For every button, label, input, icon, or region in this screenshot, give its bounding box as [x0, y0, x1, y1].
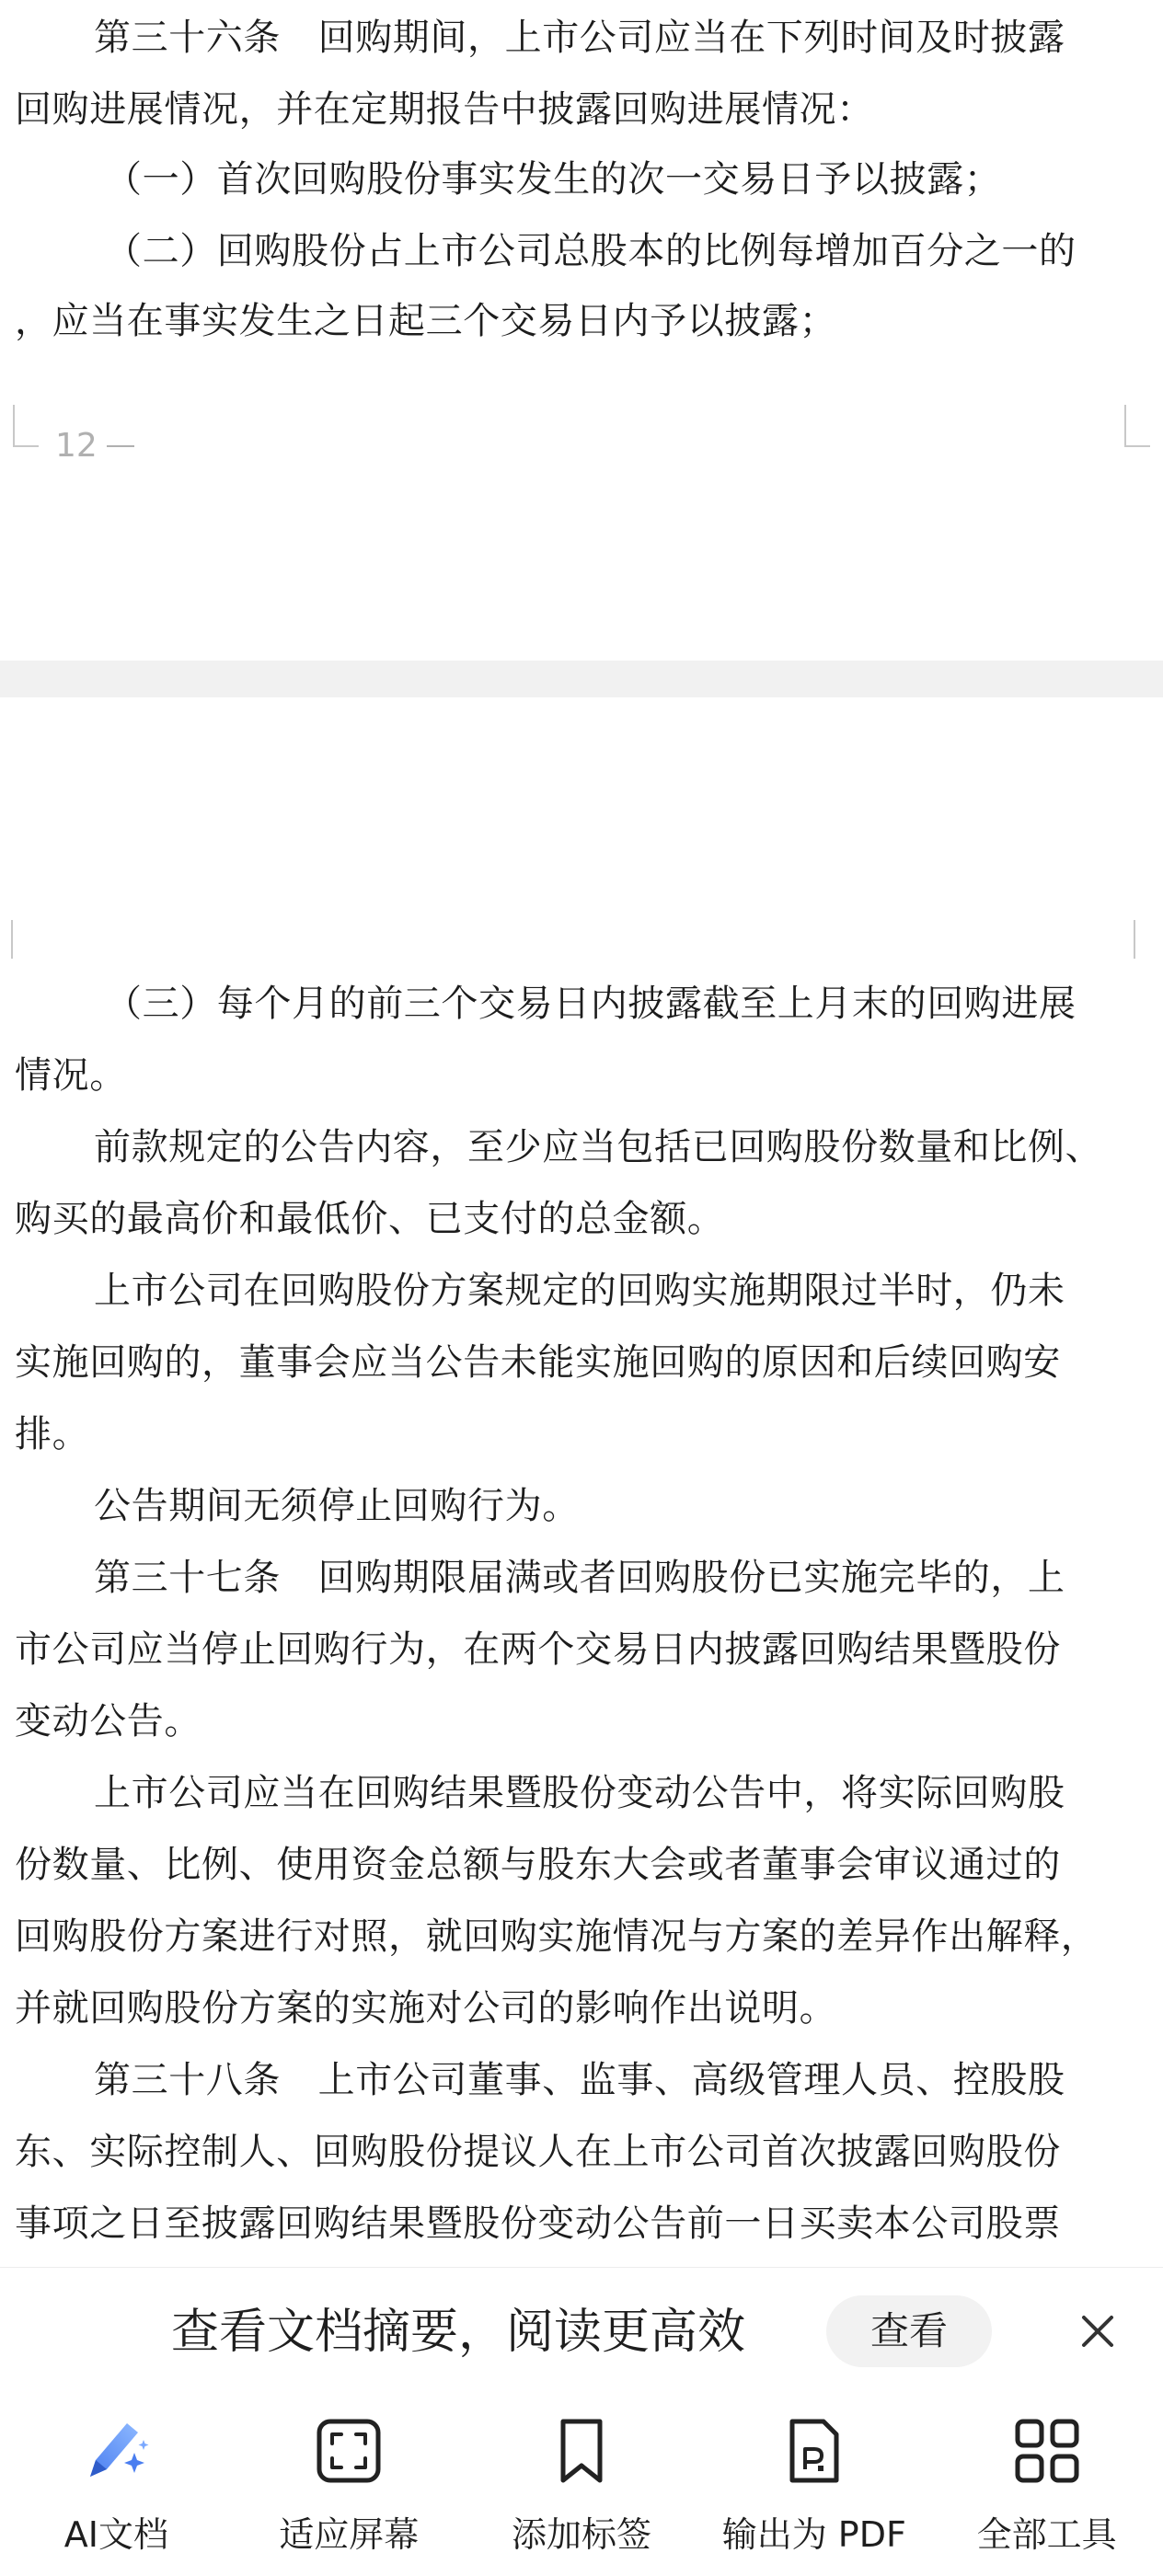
doc-line: 情况。 [15, 1054, 127, 1097]
doc-line: 并就回购股份方案的实施对公司的影响作出说明。 [15, 1987, 837, 2030]
toolbar-fit-screen-button[interactable] [233, 2394, 466, 2576]
summary-banner [0, 2267, 1163, 2395]
pdf-export-icon [776, 2412, 853, 2490]
all-tools-grid-icon [1008, 2412, 1086, 2490]
doc-line: 份数量、比例、使用资金总额与股东大会或者董事会审议通过的 [15, 1844, 1061, 1886]
page-corner-mark [0, 920, 13, 959]
doc-line: （一）首次回购股份事实发生的次一交易日予以披露； [105, 158, 1002, 201]
close-icon[interactable] [1075, 2308, 1121, 2354]
toolbar-label: 适应屏幕 [279, 2514, 420, 2555]
doc-line: 回购股份方案进行对照，就回购实施情况与方案的差异作出解释， [15, 1915, 1099, 1958]
page-number-dash [107, 445, 134, 447]
page-separator [0, 661, 1163, 697]
bottom-toolbar [0, 2394, 1163, 2576]
page-corner-mark [1124, 405, 1150, 447]
doc-line: 实施回购的，董事会应当公告未能实施回购的原因和后续回购安 [15, 1341, 1061, 1384]
doc-line: （二）回购股份占上市公司总股本的比例每增加百分之一的 [105, 230, 1077, 272]
toolbar-ai-document-button[interactable] [0, 2394, 233, 2576]
doc-line: （三）每个月的前三个交易日内披露截至上月末的回购进展 [105, 983, 1077, 1025]
doc-line: 购买的最高价和最低价、已支付的总金额。 [15, 1198, 725, 1240]
doc-line: 上市公司应当在回购结果暨股份变动公告中，将实际回购股 [94, 1772, 1065, 1814]
doc-line: 事项之日至披露回购结果暨股份变动公告前一日买卖本公司股票 [15, 2202, 1061, 2245]
view-summary-button[interactable]: 查看 [826, 2295, 992, 2367]
toolbar-all-tools-button[interactable] [930, 2394, 1163, 2576]
document-page-12 [0, 0, 1163, 661]
doc-line: 第三十八条 上市公司董事、监事、高级管理人员、控股股 [94, 2059, 1065, 2101]
toolbar-label: 输出为 PDF [721, 2514, 906, 2555]
doc-line: 排。 [15, 1413, 90, 1455]
doc-line: 市公司应当停止回购行为，在两个交易日内披露回购结果暨股份 [15, 1628, 1061, 1671]
page-corner-mark [1134, 920, 1163, 959]
doc-line: 第三十六条 回购期间，上市公司应当在下列时间及时披露 [94, 17, 1065, 59]
toolbar-label: 全部工具 [976, 2514, 1117, 2555]
page-number-value: 12 [55, 427, 98, 465]
page-number [55, 427, 134, 465]
doc-line: 第三十七条 回购期限届满或者回购股份已实施完毕的，上 [94, 1557, 1065, 1599]
doc-line: 变动公告。 [15, 1700, 202, 1742]
toolbar-add-bookmark-button[interactable] [466, 2394, 698, 2576]
toolbar-export-pdf-button[interactable] [697, 2394, 930, 2576]
doc-line: ，应当在事实发生之日起三个交易日内予以披露； [15, 300, 837, 342]
doc-line: 回购进展情况，并在定期报告中披露回购进展情况： [15, 88, 874, 131]
page-corner-mark [13, 405, 39, 447]
summary-banner-text: 查看文档摘要，阅读更高效 [171, 2305, 746, 2360]
doc-line: 东、实际控制人、回购股份提议人在上市公司首次披露回购股份 [15, 2131, 1061, 2173]
toolbar-label: 添加标签 [511, 2514, 651, 2555]
fit-screen-icon [310, 2412, 387, 2490]
ai-pen-icon [77, 2412, 155, 2490]
bookmark-icon [543, 2412, 620, 2490]
doc-line: 前款规定的公告内容，至少应当包括已回购股份数量和比例、 [94, 1126, 1103, 1168]
doc-line: 上市公司在回购股份方案规定的回购实施期限过半时，仍未 [94, 1270, 1065, 1312]
doc-line: 公告期间无须停止回购行为。 [94, 1485, 580, 1527]
toolbar-label: AI文档 [63, 2514, 168, 2555]
